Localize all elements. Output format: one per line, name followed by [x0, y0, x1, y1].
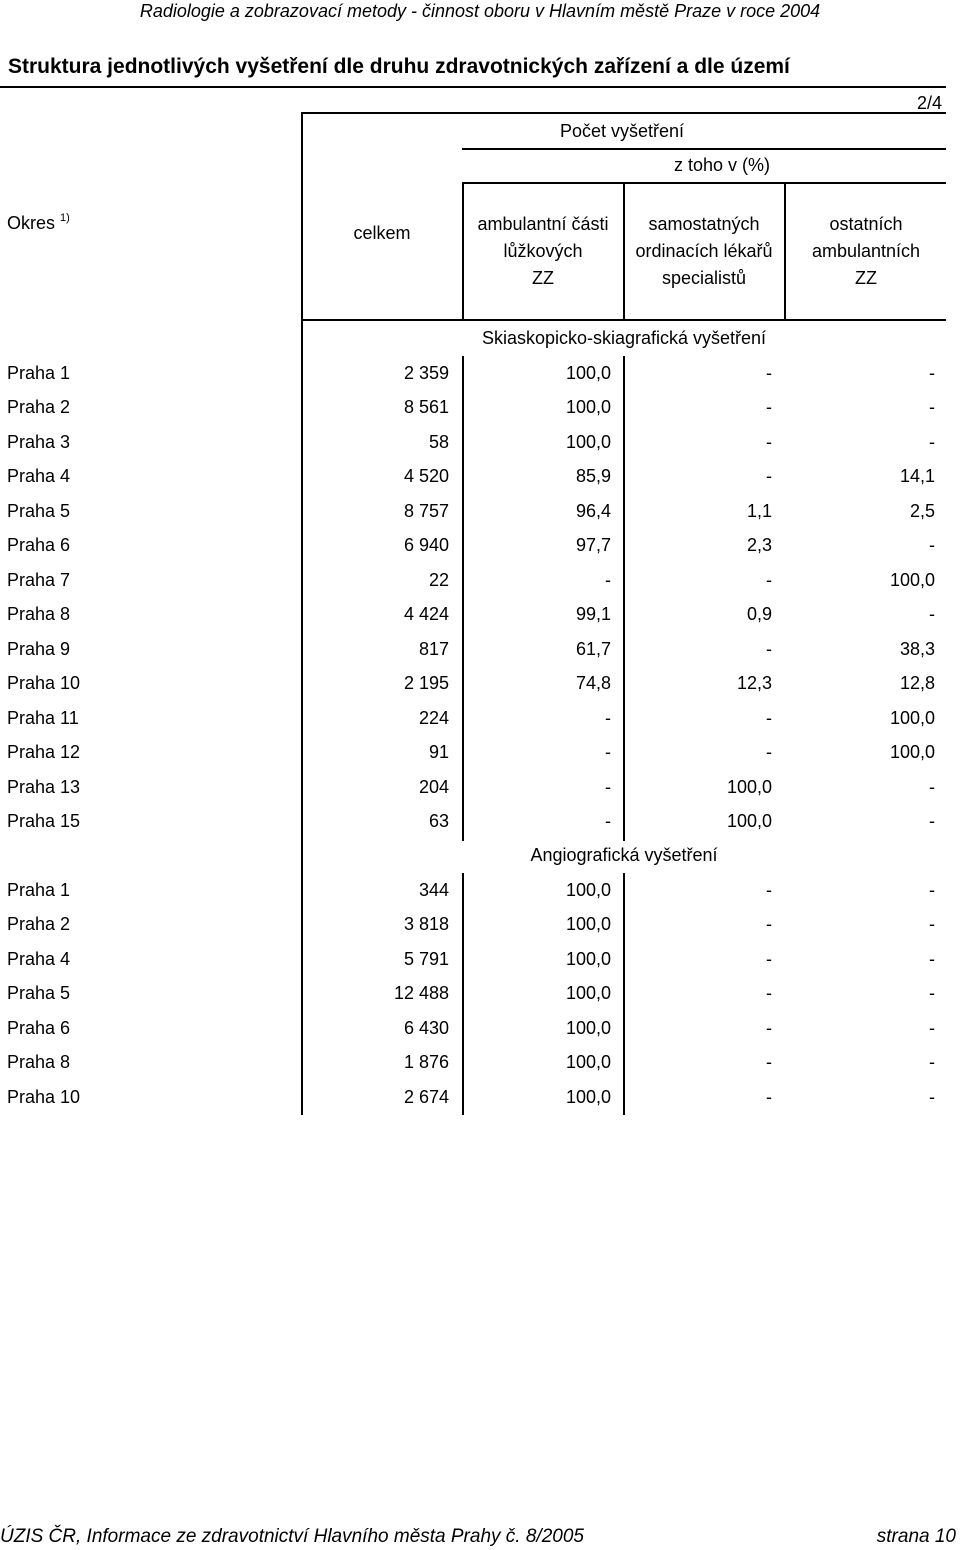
- amb-cell: -: [605, 707, 611, 728]
- col-header-ost-line1: ostatních: [829, 214, 903, 234]
- sam-cell: -: [766, 466, 772, 486]
- col-header-okres: [7, 207, 70, 234]
- header-subgroup-rule: [462, 182, 946, 184]
- sam-cell: -: [766, 707, 772, 728]
- sam-cell: -: [766, 1052, 772, 1072]
- sam-cell: 12,3: [736, 673, 772, 693]
- okres-cell: Praha 10: [7, 673, 81, 693]
- celkem-cell: 63: [428, 811, 449, 831]
- celkem-cell: 2 674: [403, 1086, 449, 1107]
- footer-page: strana 10: [876, 1526, 956, 1547]
- title-underline: [0, 86, 946, 88]
- sam-cell: -: [766, 362, 772, 383]
- col-header-sam-line1: samostatných: [648, 214, 760, 234]
- sam-cell: 0,9: [746, 604, 772, 624]
- celkem-cell: 2 359: [403, 362, 449, 383]
- header-group-rule: [462, 148, 946, 150]
- celkem-cell: 58: [428, 431, 449, 452]
- amb-cell: -: [605, 742, 611, 762]
- ost-cell: -: [929, 1086, 935, 1107]
- okres-cell: Praha 13: [7, 776, 81, 797]
- okres-cell: Praha 2: [7, 397, 71, 417]
- celkem-cell: 1 876: [403, 1052, 449, 1072]
- sam-cell: -: [766, 1086, 772, 1107]
- celkem-cell: 6 940: [403, 535, 449, 555]
- okres-cell: Praha 6: [7, 1017, 71, 1038]
- celkem-cell: 22: [428, 569, 449, 590]
- group-header: Počet vyšetření: [559, 121, 685, 141]
- celkem-cell: 3 818: [403, 914, 449, 934]
- celkem-cell: 204: [418, 776, 449, 797]
- sam-cell: -: [766, 1017, 772, 1038]
- ost-cell: -: [929, 948, 935, 969]
- ost-cell: -: [929, 1052, 935, 1072]
- celkem-cell: 2 195: [403, 673, 449, 693]
- ost-cell: -: [929, 604, 935, 624]
- body-vline-amb-1: [623, 356, 625, 841]
- sam-cell: -: [766, 397, 772, 417]
- ost-cell: 12,8: [899, 673, 935, 693]
- okres-cell: Praha 3: [7, 431, 71, 452]
- subgroup-header: z toho v (%): [673, 155, 771, 175]
- ost-cell: 38,3: [899, 638, 935, 659]
- okres-cell: Praha 6: [7, 535, 71, 555]
- sam-cell: -: [766, 948, 772, 969]
- footer-source: ÚZIS ČR, Informace ze zdravotnictví Hlavního města Prahy č. 8/2005: [0, 1526, 584, 1547]
- amb-cell: 74,8: [575, 673, 611, 693]
- sam-cell: 1,1: [746, 500, 772, 521]
- sam-cell: -: [766, 431, 772, 452]
- amb-cell: 100,0: [565, 397, 611, 417]
- col-header-ost-line3: ZZ: [855, 268, 877, 288]
- celkem-cell: 4 520: [403, 466, 449, 486]
- okres-cell: Praha 5: [7, 983, 71, 1003]
- running-header: Radiologie a zobrazovací metody - činnost oboru v Hlavním městě Praze v roce 2004: [139, 1, 821, 21]
- header-top-rule: [302, 112, 946, 114]
- celkem-cell: 91: [428, 742, 449, 762]
- sam-cell: -: [766, 914, 772, 934]
- ost-cell: -: [929, 914, 935, 934]
- sam-cell: -: [766, 742, 772, 762]
- celkem-cell: 8 757: [403, 500, 449, 521]
- amb-cell: 100,0: [565, 1086, 611, 1107]
- ost-cell: -: [929, 397, 935, 417]
- col-header-ost-line2: ambulantních: [811, 241, 921, 261]
- header-vline-okres: [301, 112, 303, 320]
- sam-cell: -: [766, 879, 772, 900]
- body-vline-celkem-1: [462, 356, 464, 841]
- amb-cell: 100,0: [565, 914, 611, 934]
- ost-cell: -: [929, 362, 935, 383]
- ost-cell: 14,1: [899, 466, 935, 486]
- okres-cell: Praha 4: [7, 948, 71, 969]
- sam-cell: -: [766, 983, 772, 1003]
- okres-cell: Praha 2: [7, 914, 71, 934]
- amb-cell: -: [605, 569, 611, 590]
- amb-cell: 100,0: [565, 1017, 611, 1038]
- amb-cell: -: [605, 811, 611, 831]
- okres-cell: Praha 8: [7, 1052, 71, 1072]
- col-header-amb-line1: ambulantní části: [477, 214, 609, 234]
- col-header-amb-line3: ZZ: [532, 268, 554, 288]
- celkem-cell: 6 430: [403, 1017, 449, 1038]
- amb-cell: 97,7: [575, 535, 611, 555]
- ost-cell: -: [929, 983, 935, 1003]
- page-title: Struktura jednotlivých vyšetření dle druhu zdravotnických zařízení a dle území: [8, 55, 790, 78]
- section-title: Skiaskopicko-skiagrafická vyšetření: [481, 328, 767, 348]
- col-okres-footnote: 1): [60, 212, 70, 224]
- ost-cell: -: [929, 879, 935, 900]
- ost-cell: -: [929, 1017, 935, 1038]
- okres-cell: Praha 5: [7, 500, 71, 521]
- amb-cell: 100,0: [565, 983, 611, 1003]
- col-header-sam-line3: specialistů: [661, 268, 747, 288]
- amb-cell: -: [605, 776, 611, 797]
- sam-cell: 100,0: [726, 776, 772, 797]
- celkem-cell: 5 791: [403, 948, 449, 969]
- ost-cell: 100,0: [889, 707, 935, 728]
- ost-cell: 2,5: [909, 500, 935, 521]
- celkem-cell: 817: [418, 638, 449, 659]
- ost-cell: 100,0: [889, 569, 935, 590]
- celkem-cell: 12 488: [393, 983, 449, 1003]
- okres-cell: Praha 1: [7, 879, 71, 900]
- sam-cell: 100,0: [726, 811, 772, 831]
- amb-cell: 100,0: [565, 431, 611, 452]
- section-title: Angiografická vyšetření: [530, 845, 718, 865]
- amb-cell: 96,4: [575, 500, 611, 521]
- amb-cell: 99,1: [575, 604, 611, 624]
- amb-cell: 61,7: [575, 638, 611, 659]
- sam-cell: -: [766, 569, 772, 590]
- amb-cell: 100,0: [565, 1052, 611, 1072]
- celkem-cell: 344: [418, 879, 449, 900]
- sam-cell: -: [766, 638, 772, 659]
- ost-cell: -: [929, 811, 935, 831]
- okres-cell: Praha 12: [7, 742, 81, 762]
- okres-cell: Praha 9: [7, 638, 71, 659]
- col-okres-label: Okres: [7, 213, 56, 233]
- col-header-amb-line2: lůžkových: [503, 241, 583, 261]
- table-number: 2/4: [916, 93, 942, 113]
- okres-cell: Praha 11: [7, 707, 79, 728]
- ost-cell: -: [929, 776, 935, 797]
- celkem-cell: 4 424: [403, 604, 449, 624]
- sam-cell: 2,3: [746, 535, 772, 555]
- okres-cell: Praha 10: [7, 1086, 81, 1107]
- celkem-cell: 224: [418, 707, 449, 728]
- celkem-cell: 8 561: [403, 397, 449, 417]
- okres-cell: Praha 1: [7, 362, 71, 383]
- ost-cell: -: [929, 431, 935, 452]
- amb-cell: 85,9: [575, 466, 611, 486]
- ost-cell: -: [929, 535, 935, 555]
- col-header-celkem: celkem: [353, 223, 411, 243]
- okres-cell: Praha 15: [7, 811, 81, 831]
- amb-cell: 100,0: [565, 879, 611, 900]
- amb-cell: 100,0: [565, 948, 611, 969]
- okres-cell: Praha 8: [7, 604, 71, 624]
- amb-cell: 100,0: [565, 362, 611, 383]
- col-header-sam-line2: ordinacích lékařů: [635, 241, 773, 261]
- okres-cell: Praha 4: [7, 466, 71, 486]
- ost-cell: 100,0: [889, 742, 935, 762]
- okres-cell: Praha 7: [7, 569, 71, 590]
